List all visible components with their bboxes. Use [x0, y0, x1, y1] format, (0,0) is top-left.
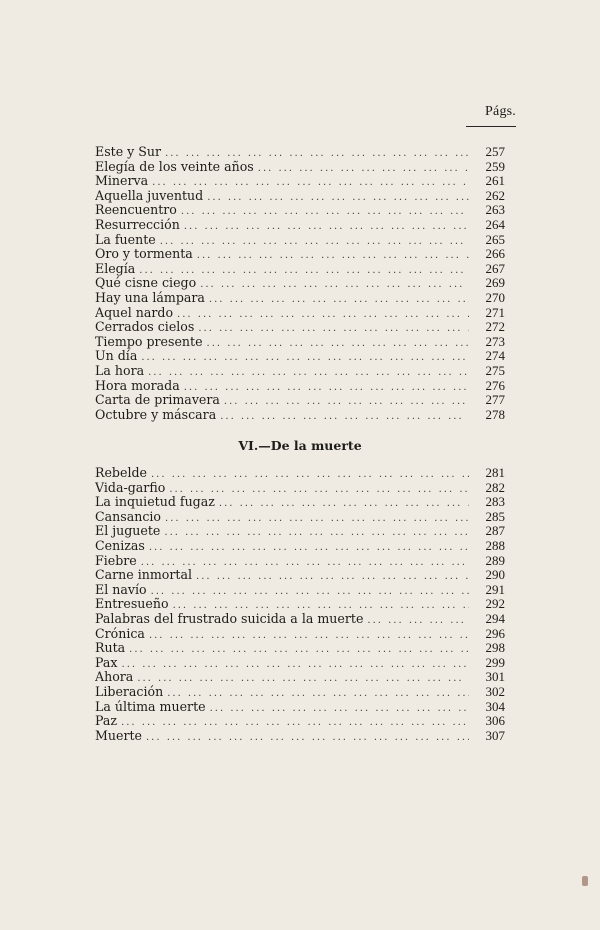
toc-entry-title: Hay una lámpara — [95, 290, 205, 305]
toc-entry-page: 264 — [485, 217, 505, 232]
toc-entry-page: 301 — [485, 670, 505, 685]
toc-entry — [95, 291, 505, 306]
toc-leader-dots — [167, 687, 469, 700]
toc-entry-title: Aquel nardo — [95, 305, 174, 320]
toc-entry-page: 307 — [485, 728, 505, 743]
toc-entry-title: La inquietud fugaz — [95, 495, 215, 510]
toc-entry — [95, 233, 505, 248]
toc-entry-title: Reencuentro — [95, 203, 177, 218]
toc-entry-title: Cerrados cielos — [95, 320, 195, 335]
toc-entry-page: 289 — [485, 553, 505, 568]
toc-entry-title: Elegía de los veinte años — [95, 159, 254, 174]
toc-entry-title: Muerte — [95, 728, 142, 743]
toc-leader-dots — [207, 191, 469, 204]
toc-leader-dots — [148, 366, 469, 379]
pages-column-header: Págs. — [485, 104, 516, 119]
toc-entry-page: 290 — [485, 568, 505, 583]
toc-entry — [95, 481, 505, 496]
toc-entry-title: Carne inmortal — [95, 568, 193, 583]
toc-entry — [95, 320, 505, 335]
toc-leader-dots — [129, 643, 469, 656]
section-heading: VI.—De la muerte — [238, 438, 362, 453]
toc-entry — [95, 685, 505, 700]
toc-leader-dots — [197, 249, 469, 262]
toc-entry — [95, 145, 505, 160]
toc-entry — [95, 641, 505, 656]
toc-leader-dots — [164, 526, 469, 539]
toc-entry-title: Un día — [95, 349, 138, 364]
toc-entry-page: 259 — [485, 159, 505, 174]
toc-leader-dots — [196, 570, 469, 583]
toc-entry-page: 292 — [485, 597, 505, 612]
toc-entry-page: 304 — [485, 699, 505, 714]
toc-leader-dots — [207, 337, 469, 350]
toc-entry-page: 274 — [485, 349, 505, 364]
toc-entry — [95, 568, 505, 583]
toc-entry — [95, 262, 505, 277]
toc-entry — [95, 203, 505, 218]
toc-entry — [95, 408, 505, 423]
toc-entry — [95, 247, 505, 262]
toc-entry-page: 294 — [485, 611, 505, 626]
toc-entry-title: Tiempo presente — [95, 334, 203, 349]
toc-entry-title: Este y Sur — [95, 145, 162, 159]
toc-leader-dots — [198, 322, 469, 335]
toc-entry-page: 282 — [485, 480, 505, 495]
toc-entry-title: La fuente — [95, 232, 156, 247]
toc-entry-title: Entresueño — [95, 597, 169, 612]
toc-entry-page: 261 — [485, 174, 505, 189]
toc-entry-title: Cansancio — [95, 509, 162, 524]
toc-entry-title: Paz — [95, 714, 118, 729]
toc-entry-title: Resurrección — [95, 217, 180, 232]
toc-list-section-1 — [95, 145, 505, 422]
toc-entry-title: El juguete — [95, 524, 161, 539]
toc-leader-dots — [184, 220, 469, 233]
toc-entry — [95, 335, 505, 350]
toc-entry — [95, 539, 505, 554]
toc-entry — [95, 656, 505, 671]
toc-entry-title: Ruta — [95, 641, 126, 656]
toc-entry-page: 288 — [485, 538, 505, 553]
toc-entry-page: 277 — [485, 393, 505, 408]
toc-entry-page: 269 — [485, 276, 505, 291]
toc-entry-page: 263 — [485, 203, 505, 218]
toc-leader-dots — [184, 381, 469, 394]
toc-entry — [95, 729, 505, 744]
toc-leader-dots — [151, 585, 469, 598]
toc-entry-page: 265 — [485, 232, 505, 247]
toc-leader-dots — [160, 235, 469, 248]
toc-entry-page: 257 — [485, 145, 505, 159]
toc-leader-dots — [258, 162, 469, 175]
toc-leader-dots — [224, 395, 469, 408]
toc-entry-title: Crónica — [95, 626, 145, 641]
toc-entry-page: 281 — [485, 466, 505, 480]
toc-entry — [95, 597, 505, 612]
toc-entry — [95, 612, 505, 627]
toc-list-section-2 — [95, 466, 505, 743]
toc-leader-dots — [200, 278, 469, 291]
toc-entry — [95, 276, 505, 291]
toc-entry — [95, 583, 505, 598]
toc-entry — [95, 349, 505, 364]
toc-leader-dots — [181, 205, 469, 218]
toc-entry-page: 278 — [485, 407, 505, 422]
toc-entry-title: Minerva — [95, 174, 149, 189]
toc-leader-dots — [149, 629, 469, 642]
toc-entry-title: Hora morada — [95, 378, 180, 393]
toc-entry — [95, 393, 505, 408]
toc-leader-dots — [146, 731, 469, 744]
toc-entry — [95, 189, 505, 204]
toc-entry-page: 302 — [485, 684, 505, 699]
toc-entry — [95, 554, 505, 569]
toc-leader-dots — [220, 410, 469, 423]
toc-entry — [95, 174, 505, 189]
toc-entry — [95, 627, 505, 642]
toc-leader-dots — [209, 293, 469, 306]
toc-entry-title: La hora — [95, 363, 145, 378]
toc-entry — [95, 495, 505, 510]
toc-entry-page: 267 — [485, 261, 505, 276]
toc-leader-dots — [367, 614, 469, 627]
toc-entry — [95, 379, 505, 394]
toc-leader-dots — [210, 702, 469, 715]
toc-entry-page: 266 — [485, 247, 505, 262]
toc-entry — [95, 510, 505, 525]
toc-leader-dots — [141, 556, 469, 569]
toc-entry-title: Cenizas — [95, 538, 145, 553]
toc-entry-title: Fiebre — [95, 553, 137, 568]
toc-entry — [95, 466, 505, 481]
toc-entry-title: Ahora — [95, 670, 134, 685]
toc-entry-page: 275 — [485, 363, 505, 378]
toc-entry — [95, 714, 505, 729]
page-edge-mark — [582, 876, 588, 886]
toc-entry-title: Aquella juventud — [95, 188, 204, 203]
toc-entry-page: 283 — [485, 495, 505, 510]
toc-leader-dots — [141, 351, 469, 364]
toc-entry-page: 273 — [485, 334, 505, 349]
toc-entry-page: 291 — [485, 582, 505, 597]
toc-leader-dots — [177, 308, 469, 321]
toc-entry-title: Pax — [95, 655, 118, 670]
toc-entry-page: 271 — [485, 305, 505, 320]
toc-entry-title: Carta de primavera — [95, 393, 220, 408]
toc-entry-title: Oro y tormenta — [95, 247, 193, 262]
toc-entry — [95, 218, 505, 233]
toc-entry — [95, 670, 505, 685]
toc-entry-title: El navío — [95, 582, 147, 597]
toc-leader-dots — [152, 176, 469, 189]
toc-leader-dots — [173, 599, 469, 612]
toc-leader-dots — [149, 541, 469, 554]
toc-leader-dots — [165, 512, 469, 525]
toc-entry-title: La última muerte — [95, 699, 206, 714]
toc-entry-title: Rebelde — [95, 466, 147, 480]
toc-leader-dots — [165, 147, 469, 160]
toc-entry-title: Vida-garfio — [95, 480, 166, 495]
header-rule — [466, 126, 516, 127]
toc-entry-title: Qué cisne ciego — [95, 276, 197, 291]
toc-entry-page: 306 — [485, 714, 505, 729]
toc-entry-page: 287 — [485, 524, 505, 539]
toc-entry — [95, 524, 505, 539]
toc-entry-page: 272 — [485, 320, 505, 335]
toc-entry-title: Elegía — [95, 261, 136, 276]
toc-entry — [95, 700, 505, 715]
toc-leader-dots — [137, 672, 469, 685]
toc-leader-dots — [121, 716, 469, 729]
toc-leader-dots — [122, 658, 469, 671]
toc-leader-dots — [169, 483, 469, 496]
toc-leader-dots — [139, 264, 469, 277]
toc-entry-title: Palabras del frustrado suicida a la muerte — [95, 611, 364, 626]
toc-entry-page: 298 — [485, 641, 505, 656]
toc-entry-page: 262 — [485, 188, 505, 203]
toc-entry-title: Octubre y máscara — [95, 407, 217, 422]
toc-leader-dots — [219, 497, 469, 510]
toc-entry — [95, 160, 505, 175]
toc-entry-page: 285 — [485, 509, 505, 524]
toc-entry-title: Liberación — [95, 684, 164, 699]
toc-leader-dots — [151, 468, 469, 481]
toc-entry — [95, 306, 505, 321]
toc-entry-page: 276 — [485, 378, 505, 393]
toc-entry-page: 299 — [485, 655, 505, 670]
toc-entry-page: 296 — [485, 626, 505, 641]
toc-entry-page: 270 — [485, 290, 505, 305]
toc-entry — [95, 364, 505, 379]
